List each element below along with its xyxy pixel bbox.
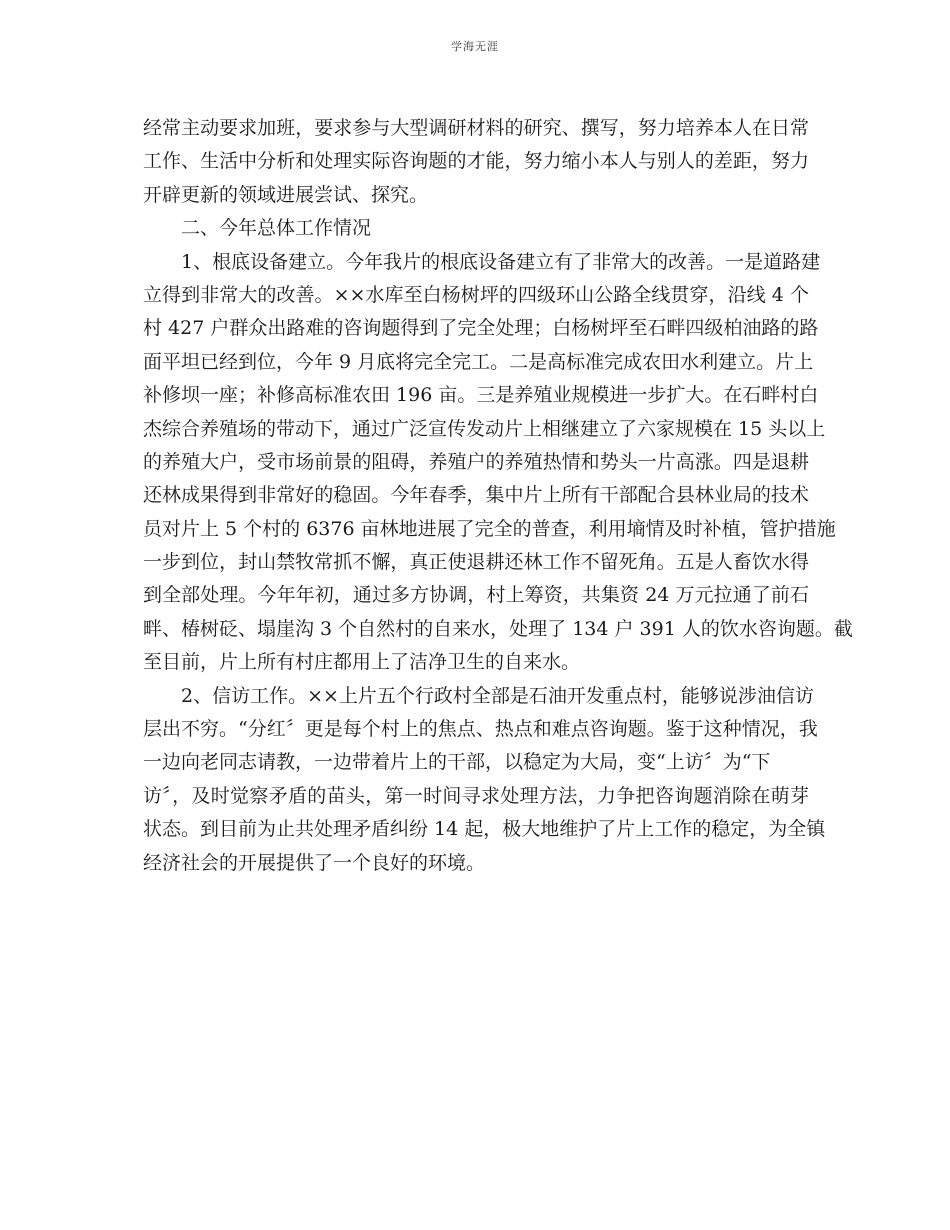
- section-heading: 二、今年总体工作情况: [181, 217, 372, 240]
- paragraph-first-line: 2、信访工作。××上片五个行政村全部是石油开发重点村，能够说涉油信访: [181, 684, 814, 707]
- text-line: 面平坦已经到位，今年 9 月底将完全完工。二是高标准完成农田水利建立。片上: [143, 350, 814, 373]
- text-line: 开辟更新的领域进展尝试、探究。: [143, 183, 429, 206]
- page-header: 学海无涯: [451, 40, 499, 53]
- text-line: 还林成果得到非常好的稳固。今年春季，集中片上所有干部配合县林业局的技术: [143, 484, 809, 507]
- text-line: 到全部处理。今年年初，通过多方协调，村上筹资，共集资 24 万元拉通了前石: [143, 584, 809, 607]
- text-line: 员对片上 5 个村的 6376 亩林地进展了完全的普查，利用墒情及时补植，管护措施: [143, 517, 836, 540]
- text-line: 工作、生活中分析和处理实际咨询题的才能，努力缩小本人与别人的差距，努力: [143, 150, 809, 173]
- text-line: 村 427 户群众出路难的咨询题得到了完全处理；白杨树坪至石畔四级柏油路的路: [143, 317, 819, 340]
- text-line: 杰综合养殖场的带动下，通过广泛宣传发动片上相继建立了六家规模在 15 头以上: [143, 417, 826, 440]
- text-line: 层出不穷。“分红〞更是每个村上的焦点、热点和难点咨询题。鉴于这种情况，我: [143, 718, 818, 741]
- text-line: 一步到位，封山禁牧常抓不懈，真正使退耕还林工作不留死角。五是人畜饮水得: [143, 551, 809, 574]
- text-line: 经济社会的开展提供了一个良好的环境。: [143, 851, 486, 874]
- text-line: 访〞，及时觉察矛盾的苗头，第一时间寻求处理方法，力争把咨询题消除在萌芽: [143, 784, 809, 807]
- text-line: 补修坝一座；补修高标准农田 196 亩。三是养殖业规模进一步扩大。在石畔村白: [143, 384, 819, 407]
- paragraph-first-line: 1、根底设备建立。今年我片的根底设备建立有了非常大的改善。一是道路建: [181, 250, 821, 273]
- text-line: 畔、椿树砭、塌崖沟 3 个自然村的自来水，处理了 134 户 391 人的饮水咨询题。截: [143, 617, 853, 640]
- text-line: 至目前，片上所有村庄都用上了洁净卫生的自来水。: [143, 651, 581, 674]
- text-line: 状态。到目前为止共处理矛盾纠纷 14 起，极大地维护了片上工作的稳定，为全镇: [143, 818, 826, 841]
- text-line: 立得到非常大的改善。××水库至白杨树坪的四级环山公路全线贯穿，沿线 4 个: [143, 283, 809, 306]
- text-line: 经常主动要求加班，要求参与大型调研材料的研究、撰写，努力培养本人在日常: [143, 117, 809, 139]
- document-body: [143, 112, 853, 880]
- text-line: 的养殖大户，受市场前景的阻碍，养殖户的养殖热情和势头一片高涨。四是退耕: [143, 450, 809, 473]
- text-line: 一边向老同志请教，一边带着片上的干部，以稳定为大局，变“上访〞为“下: [143, 751, 771, 774]
